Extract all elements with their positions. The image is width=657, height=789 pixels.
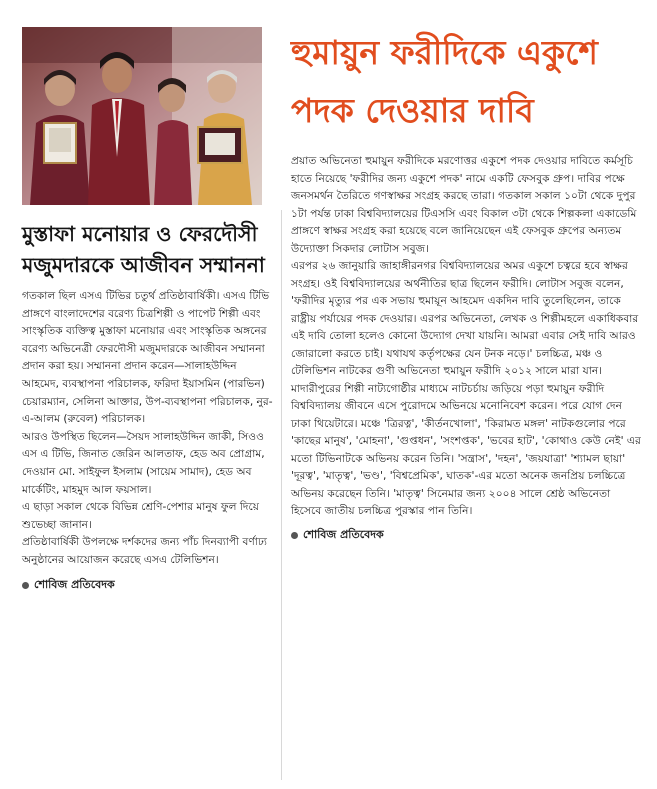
byline-text: শোবিজ প্রতিবেদক [303, 527, 384, 541]
award-ceremony-photo [22, 27, 262, 205]
paragraph: এ ছাড়া সকাল থেকে বিভিন্ন শ্রেণি-পেশার মানুষ ফুল দিয়ে শুভেচ্ছা জানান। [22, 501, 259, 531]
right-byline [291, 526, 643, 545]
paragraph: আরও উপস্থিত ছিলেন—সৈয়দ সালাহউদ্দিন জাকী, সিওও এস এ টিভি, জিনাত জেরিন আলতাফ, হেড অব প্রোগ্রাম, দেওয়ান মো. সাইফুল ইসলাম (সায়েম সামাদ), হেড অব মার্কেটিং, মাহমুদ আল ফয়সাল। [22, 430, 265, 496]
left-headline: মুস্তাফা মনোয়ার ও ফেরদৌসী মজুমদারকে আজীবন সম্মাননা [22, 222, 265, 277]
left-article-body [22, 288, 273, 570]
paragraph: প্রয়াত অভিনেতা হুমায়ুন ফরীদিকে মরণোত্তর একুশে পদক দেওয়ার দাবিতে কর্মসূচি হাতে নিয়েছে 'ফরীদির জন্য একুশে পদক' নামে একটি ফেসবুক গ্রুপ। দাবির পক্ষে জনসমর্থন তৈরিতে গণস্বাক্ষর সংগ্রহ করছে তারা। গতকাল সকাল ১০টা থেকে দুপুর ১টা পর্যন্ত ঢাকা বিশ্ববিদ্যালয়ের টিএসসি এবং বিকাল ৩টা থেকে শিল্পকলা একাডেমি প্রাঙ্গণে স্বাক্ষর সংগ্রহ করা হয়েছে বলে জানিয়েছেন এই ফেসবুক গ্রুপের অন্যতম উদ্যোক্তা সিকদার লোটাস সবুজ। [291, 154, 637, 255]
paragraph: এরপর ২৬ জানুয়ারি জাহাঙ্গীরনগর বিশ্ববিদ্যালয়ের অমর একুশে চত্বরে হবে স্বাক্ষর সংগ্রহ। ওই বিশ্ববিদ্যালয়ের অর্থনীতির ছাত্র ছিলেন ফরীদি। লোটাস সবুজ বলেন, 'ফরীদির মৃত্যুর পর এক সভায় হুমায়ূন আহমেদ একদিন দাবি তুলেছিলেন, তাকে রাষ্ট্রীয় পর্যায়ের পদক দেওয়ার। এরপর অভিনেতা, লেখক ও শিল্পীমহলে একাধিকবার এই দাবি তোলা হলেও কোনো উদ্যোগ দেখা যায়নি। আমরা এবার সেই দাবি আরও জোরালো করতে চাই। যথাযথ কর্তৃপক্ষের যেন টনক নড়ে।' চলচ্চিত্র, মঞ্চ ও টেলিভিশন নাটকের গুণী অভিনেতা হুমায়ুন ফরীদি ২০১২ সালে মারা যান। মাদারীপুরের শিল্পী নাট্যগোষ্ঠীর মাধ্যমে নাটচর্চায় জড়িয়ে পড়া হুমায়ুন ফরীদি বিশ্ববিদ্যালয় জীবনে এসে পুরোদমে অভিনয়ে মনোনিবেশ করেন। পরে যোগ দেন ঢাকা থিয়েটারে। মঞ্চে 'ত্রিরত্ন', 'কীর্তনখোলা', 'কিরামত মঙ্গল' নাটকগুলোর পরে 'কাছের মানুষ', 'মোহনা', 'গুপ্তধন', 'সংশপ্তক', 'ভবের হাট', 'কোথাও কেউ নেই' এর মতো টিভিনাটকে অভিনয় করেন তিনি। 'সন্ত্রাস', 'দহন', 'জয়যাত্রা' 'শ্যামল ছায়া' 'দূরত্ব', 'মাতৃত্ব', 'ভণ্ড', 'বিশ্বপ্রেমিক', ঘাতক'-এর মতো অনেক জনপ্রিয় চলচ্চিত্রে অভিনয় করেছেন তিনি। 'মাতৃত্ব' সিনেমার জন্য ২০০৪ সালে শ্রেষ্ঠ অভিনেতা হিসেবে জাতীয় চলচ্চিত্র পুরস্কার পান তিনি। [291, 259, 641, 517]
column-divider [281, 210, 282, 780]
bullet-icon [22, 582, 29, 589]
right-article-body [291, 152, 643, 520]
bullet-icon [291, 532, 298, 539]
left-article [22, 27, 273, 595]
right-headline: হুমায়ুন ফরীদিকে একুশে পদক দেওয়ার দাবি [291, 33, 598, 130]
right-article [291, 24, 643, 545]
paragraph: প্রতিষ্ঠাবার্ষিকী উপলক্ষে দর্শকদের জন্য পাঁচ দিনব্যাপী বর্ণাঢ্য অনুষ্ঠানের আয়োজন করেছে এসএ টেলিভিশন। [22, 536, 267, 566]
byline-text: শোবিজ প্রতিবেদক [34, 577, 115, 591]
left-byline [22, 576, 273, 595]
paragraph: গতকাল ছিল এসএ টিভির চতুর্থ প্রতিষ্ঠাবার্ষিকী। এসএ টিভি প্রাঙ্গণে বাংলাদেশের বরেণ্য চিত্রশিল্পী ও পাপেট শিল্পী এবং সাংস্কৃতিক ব্যক্তিত্ব মুস্তাফা মনোয়ার এবং সাংস্কৃতিক অঙ্গনের বরেণ্য অভিনেত্রী ফেরদৌসী মজুমদারকে আজীবন সম্মাননা প্রদান করা হয়। সম্মাননা প্রদান করেন—সালাহউদ্দিন আহমেদ, ব্যবস্থাপনা পরিচালক, ফরিদা ইয়াসমিন (পারভিন) চেয়ারম্যান, সেলিনা আক্তার, উপ-ব্যবস্থাপনা পরিচালক, নুর-এ-আলম (রুবেল) পরিচালক। [22, 290, 273, 426]
